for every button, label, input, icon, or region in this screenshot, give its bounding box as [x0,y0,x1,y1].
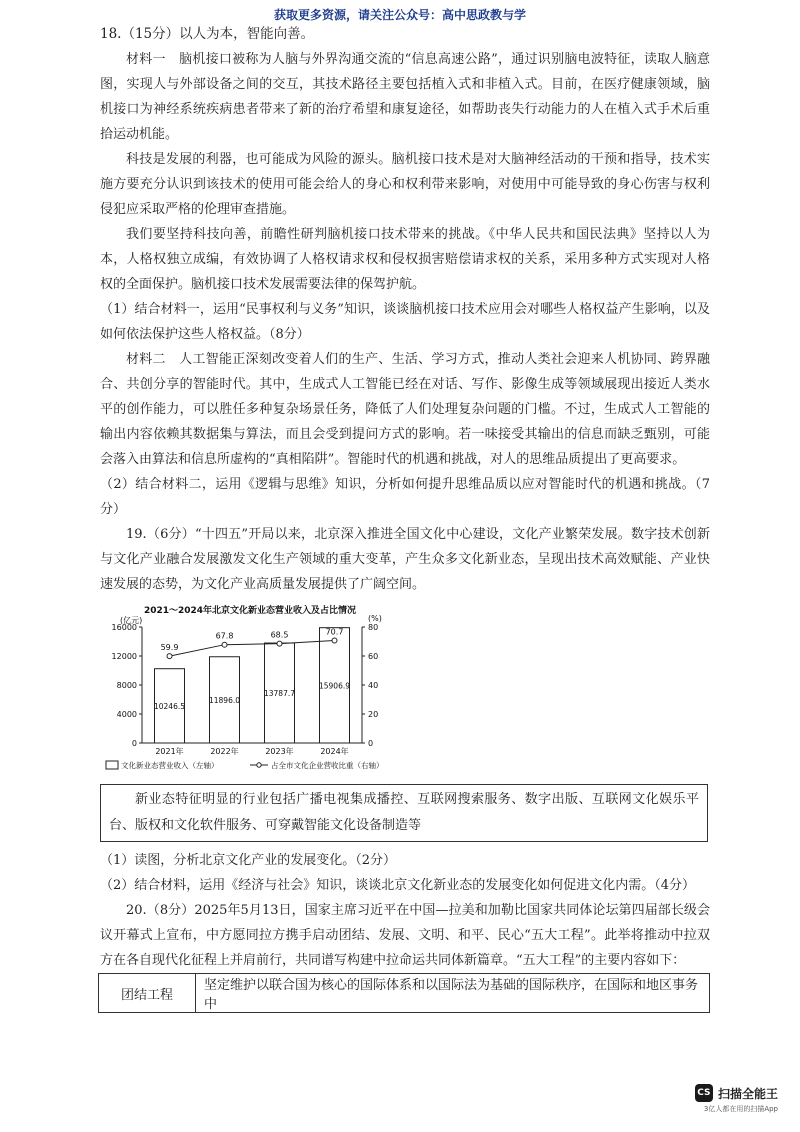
right-tick-label: 20 [368,710,379,719]
right-tick-label: 80 [368,623,379,632]
left-tick-label: 12000 [111,652,137,661]
bar-value-label: 10246.5 [153,701,186,711]
right-tick-label: 0 [368,739,374,748]
q18-subquestion-1: （1）结合材料一，运用“民事权利与义务”知识，谈谈脑机接口技术应用会对哪些人格权益产生影响，以及如何依法保护这些人格权益。（8分） [100,302,710,342]
legend-line-label: 占全市文化企业营收比重（右轴） [271,761,384,770]
share-series-line [170,640,335,656]
watermark-name: 扫描全能王 [717,1086,778,1101]
x-tick-label: 2022年 [210,747,239,756]
q18-title: 18.（15分）以人为本，智能向善。 [100,26,315,42]
q20-intro: 20.（8分）2025年5月13日，国家主席习近平在中国—拉美和加勒比国家共同体论坛第四届部长级会议开幕式上宣布，中方愿同拉方携手启动团结、发展、文明、和平、民心“五大工程”。此举将推动中拉双方在各自现代化征程上并肩前行，共同谱写构建中拉命运共同体新篇章。“五大工程”的主要内容如下： [100,903,710,968]
share-point [332,638,337,643]
right-tick-label: 60 [368,652,379,661]
share-point [222,642,227,647]
bar-value-label: 11896.0 [208,695,241,705]
q19-box-text: 新业态特征明显的行业包括广播电视集成播控、互联网搜索服务、数字出版、互联网文化娱乐平台、版权和文化软件服务、可穿戴智能文化设备制造等 [109,792,699,833]
left-tick-label: 4000 [116,710,137,719]
bar-value-label: 15906.9 [318,681,351,691]
camscanner-logo: CS [695,1084,713,1102]
share-point [277,641,282,646]
q18-subquestion-2: （2）结合材料二，运用《逻辑与思维》知识，分析如何提升思维品质以应对智能时代的机遇和挑战。（7分） [100,477,710,517]
share-value-label: 68.5 [270,630,289,640]
scanner-watermark [668,1083,778,1115]
q19-subquestion-2: （2）结合材料，运用《经济与社会》知识，谈谈北京文化新业态的发展变化如何促进文化内需。（4分） [100,878,696,893]
q18-material2: 材料二 人工智能正深刻改变着人们的生产、生活、学习方式，推动人类社会迎来人机协同、跨界融合、共创分享的智能时代。其中，生成式人工智能已经在对话、写作、影像生成等领域展现出接近人类水平的创作能力，可以胜任多种复杂场景任务，降低了人们处理复杂问题的门槛。不过，生成式人工智能的输出内容依赖其数据集与算法，而且会受到提问方式的影响。若一味接受其输出的信息而缺乏甄别，可能会落入由算法和信息所虚构的“真相陷阱”。智能时代的机遇和挑战，对人的思维品质提出了更高要求。 [100,352,710,467]
q18-material1-p3: 我们要坚持科技向善，前瞻性研判脑机接口技术带来的挑战。《中华人民共和国民法典》坚持以人为本，人格权独立成编，有效协调了人格权请求权和侵权损害赔偿请求权的关系，采用多种方式实现对人格权的全面保护。脑机接口技术发展需要法律的保驾护航。 [100,227,710,292]
x-tick-label: 2021年 [155,747,184,756]
q18-material1-p1: 材料一 脑机接口被称为人脑与外界沟通交流的“信息高速公路”，通过识别脑电波特征，读取人脑意图，实现人与外部设备之间的交互，其技术路径主要包括植入式和非植入式。目前，在医疗健康领域，脑机接口为神经系统疾病患者带来了新的治疗希望和康复途径，如帮助丧失行动能力的人在植入式手术后重拾运动机能。 [100,52,710,142]
q19-intro: 19.（6分）“十四五”开局以来，北京深入推进全国文化中心建设，文化产业繁荣发展。数字技术创新与文化产业融合发展激发文化生产领域的重大变革，产生众多文化新业态，呈现出技术高效赋能、产业快速发展的态势，为文化产业高质量发展提供了广阔空间。 [100,527,710,592]
legend-bar-label: 文化新业态营业收入（左轴） [121,761,219,770]
page-content [100,22,710,1013]
bar-value-label: 13787.7 [263,689,296,699]
share-point [167,654,172,659]
page-header: 获取更多资源，请关注公众号：高中思政教与学 [273,8,526,22]
q18-material1-p2: 科技是发展的利器，也可能成为风险的源头。脑机接口技术是对大脑神经活动的干预和指导，技术实施方要充分认识到该技术的使用可能会给人的身心和权利带来影响，对使用中可能导致的身心伤害与权利侵犯应采取严格的伦理审查措施。 [100,152,710,217]
q19-material-box [100,784,708,842]
legend-line-marker [257,763,261,767]
share-value-label: 59.9 [160,643,179,653]
left-axis-unit: (亿元) [120,616,143,625]
table-row [99,974,710,1013]
left-tick-label: 8000 [116,681,137,690]
share-value-label: 70.7 [325,627,344,637]
chart-title: 2021～2024年北京文化新业态营业收入及占比情况 [143,606,357,616]
table-cell-text: 坚定维护以联合国为核心的国际体系和以国际法为基础的国际秩序，在国际和地区事务中 [196,974,710,1013]
table-cell-label: 团结工程 [99,974,196,1013]
x-tick-label: 2024年 [320,747,349,756]
five-projects-table [98,973,710,1013]
left-tick-label: 16000 [111,623,137,632]
right-tick-label: 40 [368,681,379,690]
right-axis-unit: (%) [368,614,382,623]
q19-subquestion-1: （1）读图，分析北京文化产业的发展变化。（2分） [100,853,397,868]
x-tick-label: 2023年 [265,747,294,756]
legend-bar-swatch [106,761,118,769]
share-value-label: 67.8 [215,631,234,641]
chart-container [100,603,710,782]
watermark-subtitle: 3亿人都在用的扫描App [703,1105,778,1113]
revenue-chart [100,603,410,778]
left-tick-label: 0 [131,739,137,748]
